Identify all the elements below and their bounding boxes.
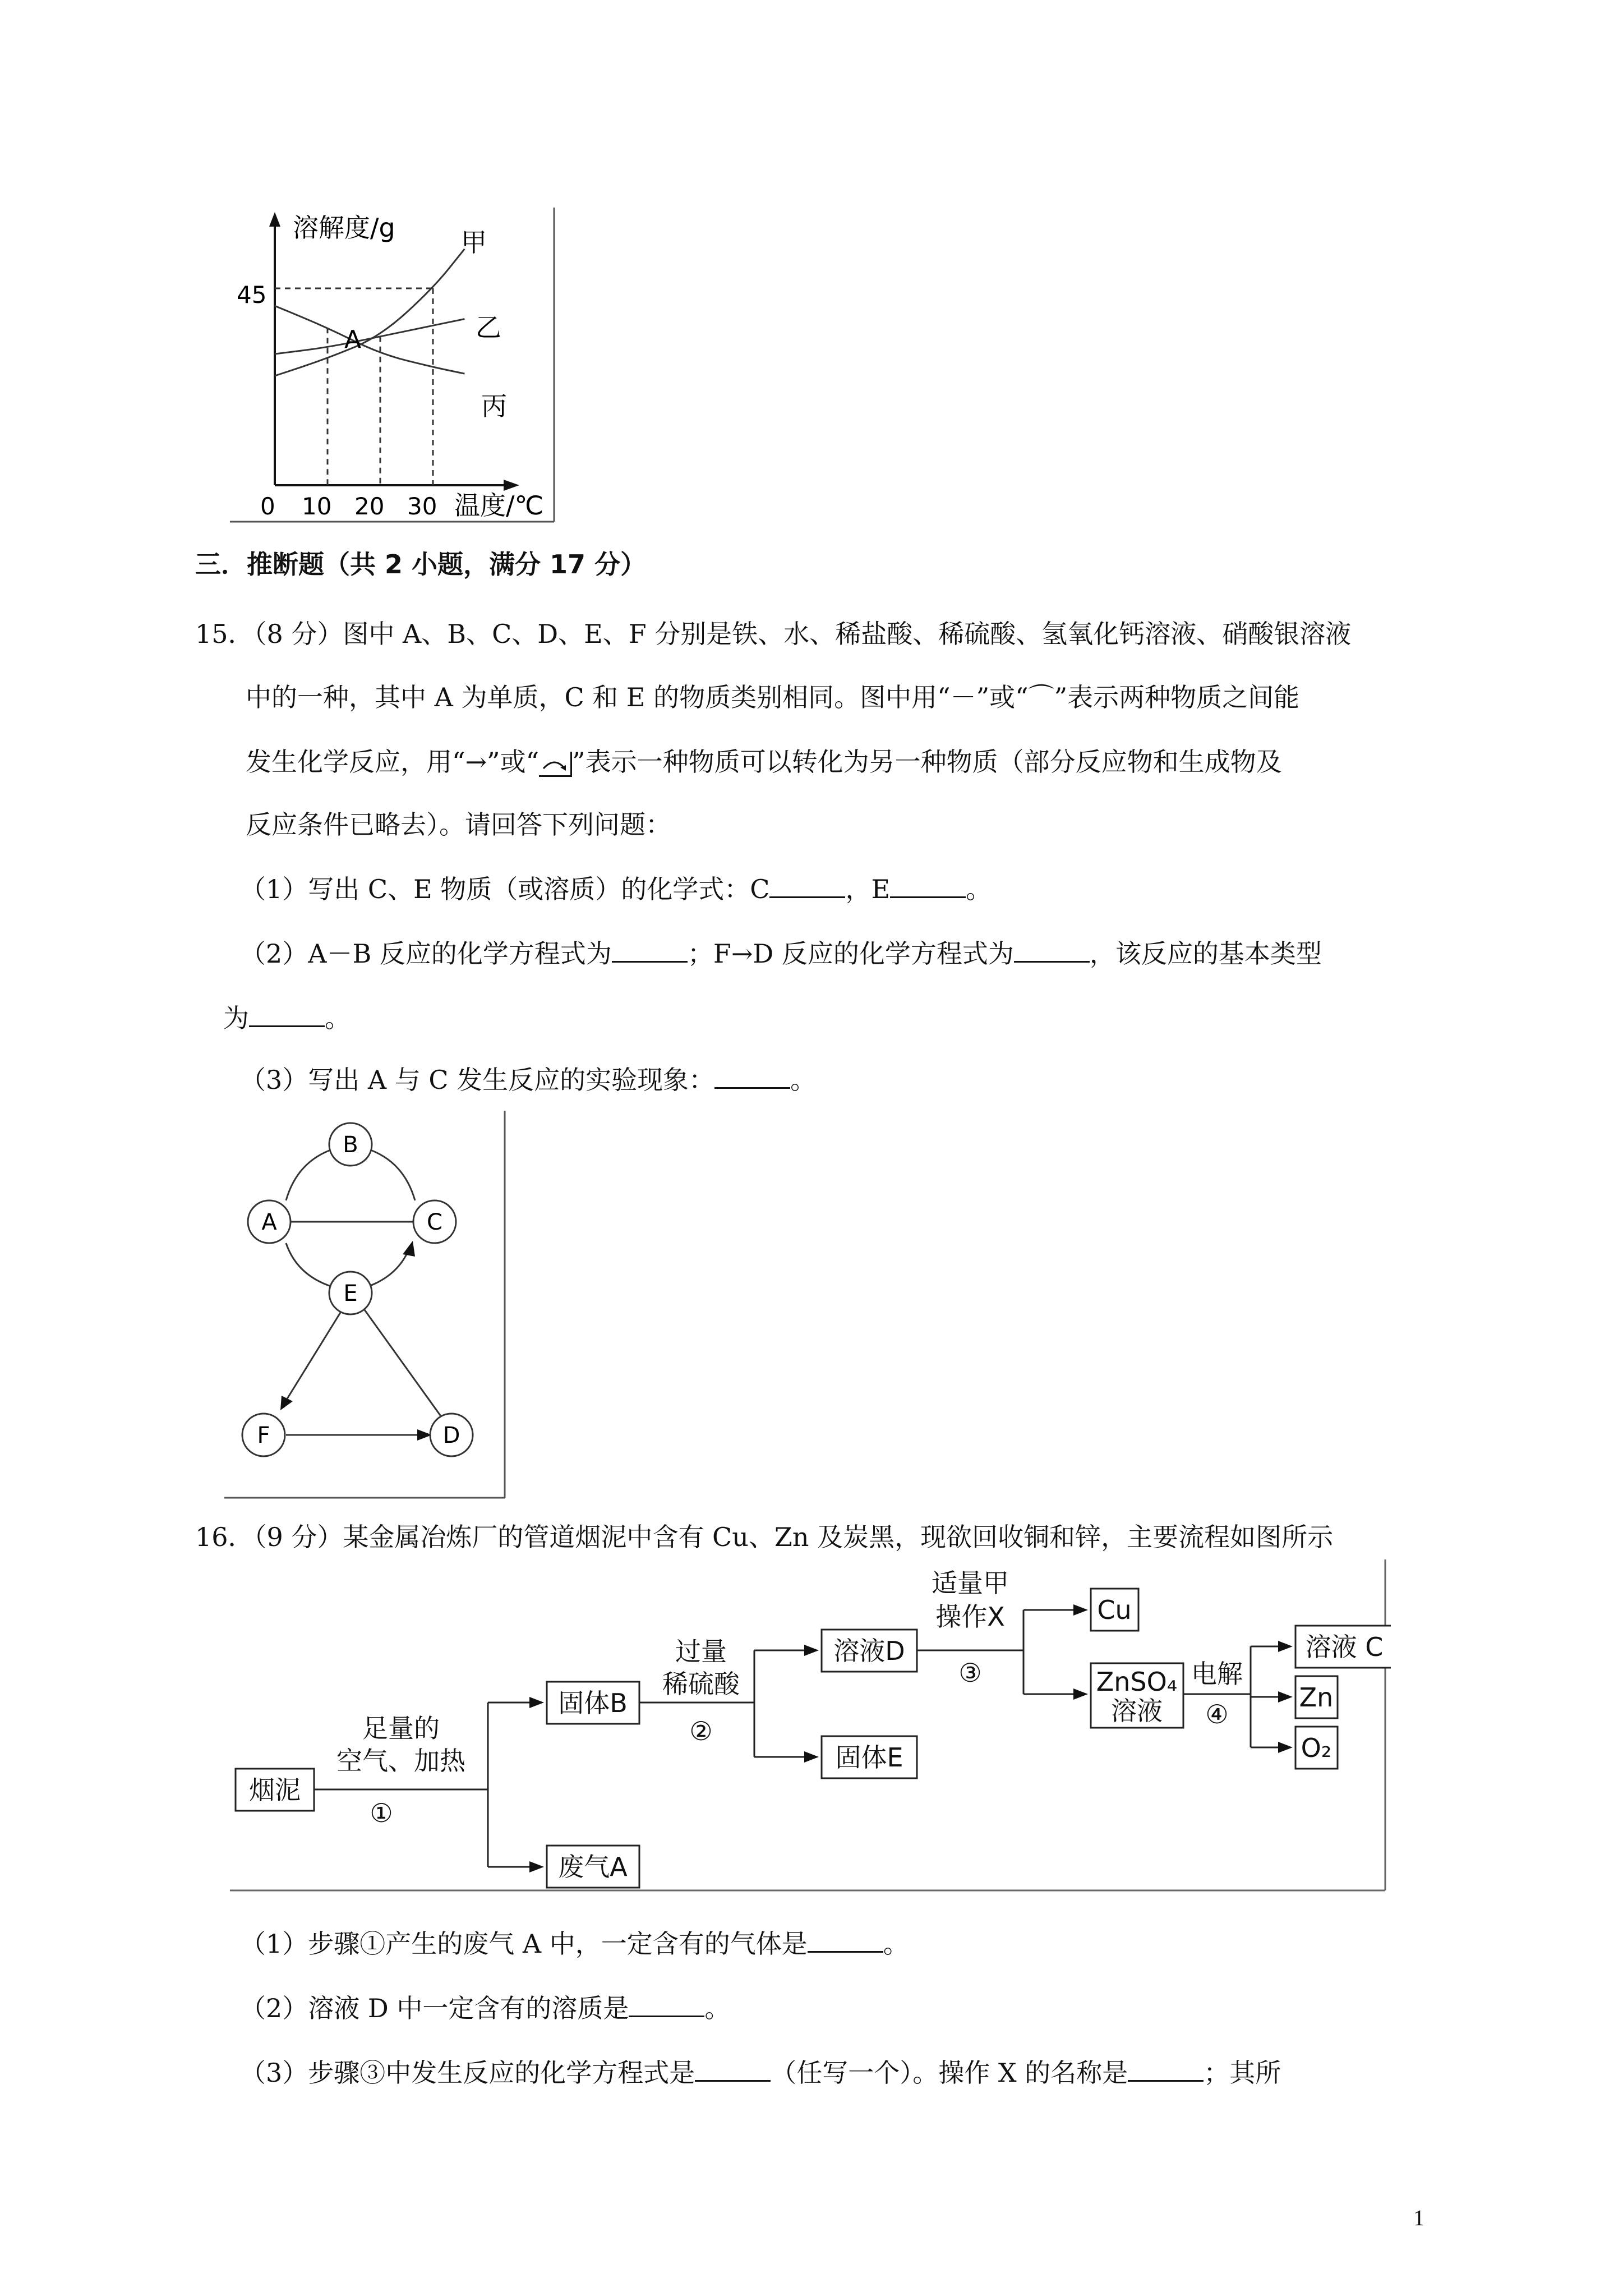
box-solid-b-label: 固体B	[558, 1688, 628, 1718]
q15-line-4: 反应条件已略去）。请回答下列问题：	[246, 809, 671, 840]
intersection-label-a: A	[344, 325, 362, 354]
q15-part-2-wei: 为	[223, 1003, 249, 1033]
q15-line-3a: 发生化学反应，用“→”或“	[246, 747, 540, 777]
step1-number: ①	[370, 1798, 393, 1828]
step3-label-1: 适量甲	[932, 1568, 1009, 1598]
box-znso4-label-2: 溶液	[1111, 1696, 1163, 1726]
answer-blank-e[interactable]	[890, 874, 966, 898]
box-o2-label: O₂	[1301, 1733, 1332, 1763]
x-tick-0: 0	[260, 493, 275, 520]
q15-part-1-text-e: ，E	[845, 874, 891, 904]
node-b-label: B	[343, 1132, 358, 1158]
answer-blank-operation[interactable]	[1128, 2058, 1204, 2082]
series-label-yi: 乙	[476, 312, 501, 343]
box-cu-label: Cu	[1097, 1595, 1132, 1625]
step2-label-1: 过量	[675, 1636, 727, 1667]
q15-part-1-end: 。	[966, 874, 992, 904]
step1-label-2: 空气、加热	[336, 1746, 465, 1776]
box-solution-c-label: 溶液 C	[1305, 1632, 1384, 1662]
series-label-bing: 丙	[481, 391, 507, 421]
page-number: 1	[1413, 2205, 1424, 2230]
q16-part-1-text: （1）步骤①产生的废气 A 中，一定含有的气体是	[240, 1929, 808, 1959]
q16-line-1: 16．（9 分）某金属冶炼厂的管道烟泥中含有 Cu、Zn 及炭黑，现欲回收铜和锌，主要流程如图所示	[195, 1522, 1334, 1552]
arc-e-c	[366, 1248, 409, 1287]
q15-part-2-cont	[223, 1001, 351, 1035]
step2-label-2: 稀硫酸	[662, 1669, 740, 1699]
line-e-d	[365, 1310, 443, 1419]
q16-part-2-text: （2）溶液 D 中一定含有的溶质是	[240, 1993, 629, 2023]
q16-part-1	[240, 1927, 909, 1961]
x-axis-arrow	[504, 480, 519, 491]
answer-blank-gas[interactable]	[808, 1929, 883, 1953]
q15-part-3-end: 。	[790, 1065, 817, 1095]
q15-part-2-text-fd: ；F→D 反应的化学方程式为	[687, 938, 1014, 969]
answer-blank-phenomenon[interactable]	[714, 1065, 790, 1089]
answer-blank-fd-equation[interactable]	[1014, 938, 1090, 963]
answer-blank-equation[interactable]	[695, 2058, 771, 2082]
q16-part-3-text-x: （任写一个）。操作 X 的名称是	[771, 2058, 1128, 2088]
curve-1	[275, 249, 464, 376]
box-solid-e-label: 固体E	[835, 1742, 903, 1773]
q15-part-2-end: 。	[325, 1003, 351, 1033]
q15-line-3	[246, 745, 1282, 779]
node-d-label: D	[442, 1423, 460, 1448]
node-e-label: E	[343, 1281, 358, 1306]
q16-part-1-end: 。	[883, 1929, 909, 1959]
arrow-e-to-c	[403, 1241, 415, 1257]
answer-blank-reaction-type[interactable]	[249, 1003, 325, 1027]
section-heading: 三．推断题（共 2 小题，满分 17 分）	[195, 549, 647, 579]
q16-part-2-end: 。	[704, 1993, 731, 2023]
q15-part-3	[240, 1063, 816, 1097]
arrow-e-to-f-head	[280, 1396, 293, 1410]
answer-blank-ab-equation[interactable]	[612, 938, 688, 963]
step3-label-2: 操作X	[935, 1602, 1005, 1632]
q15-relationship-diagram	[224, 1111, 516, 1503]
q15-line-3b: ”表示一种物质可以转化为另一种物质（部分反应物和生成物及	[572, 747, 1282, 777]
y-axis-label: 溶解度/g	[293, 213, 395, 243]
q16-part-3	[240, 2056, 1281, 2090]
arrow-e-to-f	[285, 1310, 342, 1402]
step2-number: ②	[689, 1716, 713, 1746]
y-axis-arrow	[269, 212, 280, 227]
box-solution-d-label: 溶液D	[833, 1636, 905, 1666]
node-a-label: A	[261, 1209, 277, 1235]
curved-arrow-icon	[539, 752, 572, 777]
box-zn-label: Zn	[1299, 1682, 1334, 1713]
q16-part-3-end: ；其所	[1204, 2058, 1281, 2088]
q15-part-1-text: （1）写出 C、E 物质（或溶质）的化学式：C	[240, 874, 770, 904]
answer-blank-solute[interactable]	[629, 1993, 704, 2017]
arc-a-e	[286, 1243, 334, 1287]
chart-guides	[275, 288, 433, 485]
q16-flow-chart	[230, 1559, 1391, 1896]
series-label-jia: 甲	[461, 227, 487, 257]
box-yanni-label: 烟泥	[249, 1775, 301, 1805]
x-axis-label: 温度/℃	[454, 490, 544, 521]
answer-blank-c[interactable]	[769, 874, 845, 898]
q16-part-2	[240, 1991, 730, 2025]
q15-part-2-text: （2）A－B 反应的化学方程式为	[240, 938, 612, 969]
x-tick-10: 10	[302, 493, 332, 520]
q16-part-3-text: （3）步骤③中发生反应的化学方程式是	[240, 2058, 695, 2088]
box-znso4-label-1: ZnSO₄	[1096, 1667, 1178, 1697]
y-tick-45: 45	[237, 281, 267, 309]
q15-part-2-text-type: ，该反应的基本类型	[1089, 938, 1322, 969]
box-gas-a-label: 废气A	[558, 1852, 628, 1882]
q15-part-3-text: （3）写出 A 与 C 发生反应的实验现象：	[240, 1065, 715, 1095]
solubility-chart	[224, 202, 561, 527]
chart-curves	[275, 249, 464, 376]
step4-label: 电解	[1191, 1659, 1243, 1689]
arc-a-b	[286, 1149, 334, 1200]
arc-b-c	[367, 1149, 415, 1200]
q15-line-2: 中的一种，其中 A 为单质，C 和 E 的物质类别相同。图中用“－”或“⌒”表示两种物质之间能	[246, 682, 1300, 712]
q15-line-1: 15．（8 分）图中 A、B、C、D、E、F 分别是铁、水、稀盐酸、稀硫酸、氢氧化钙溶液、硝酸银溶液	[195, 619, 1352, 649]
step4-number: ④	[1205, 1699, 1229, 1729]
node-f-label: F	[257, 1423, 270, 1448]
node-c-label: C	[427, 1209, 442, 1235]
q15-part-2	[240, 937, 1322, 970]
q15-part-1	[240, 872, 992, 906]
x-tick-20: 20	[354, 493, 385, 520]
step3-number: ③	[958, 1658, 982, 1688]
x-tick-30: 30	[407, 493, 437, 520]
step1-label-1: 足量的	[362, 1713, 440, 1743]
